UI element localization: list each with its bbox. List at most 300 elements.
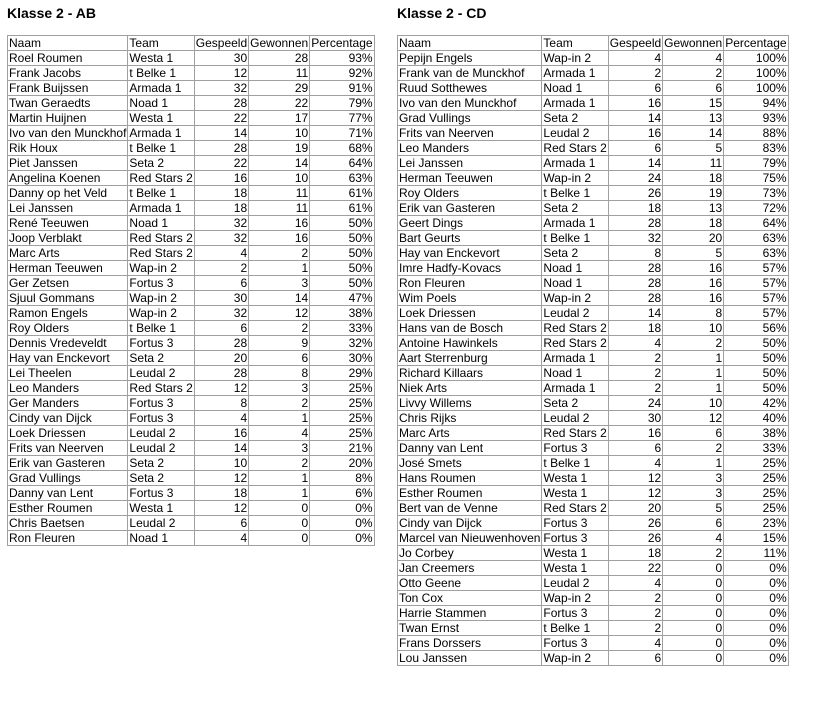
table-row: [8, 141, 375, 156]
table-row: [8, 336, 375, 351]
cell-gespeeld: 22: [608, 561, 662, 576]
table-row: [8, 516, 375, 531]
table-row: [398, 621, 789, 636]
header-col-team: Team: [128, 36, 194, 51]
cell-team: Armada 1: [128, 126, 194, 141]
cell-percentage: 71%: [310, 126, 374, 141]
cell-percentage: 25%: [310, 426, 374, 441]
cell-gespeeld: 18: [608, 321, 662, 336]
cell-naam: Frits van Neerven: [8, 441, 128, 456]
cell-gewonnen: 11: [249, 186, 310, 201]
cell-naam: Ton Cox: [398, 591, 542, 606]
cell-gespeeld: 8: [194, 396, 248, 411]
table-row: [8, 231, 375, 246]
cell-gewonnen: 11: [663, 156, 724, 171]
cell-team: Leudal 2: [128, 516, 194, 531]
cell-team: t Belke 1: [542, 231, 608, 246]
cell-gewonnen: 3: [663, 471, 724, 486]
cell-team: Armada 1: [542, 156, 608, 171]
cell-team: Seta 2: [128, 456, 194, 471]
table-row: [398, 336, 789, 351]
table-row: [398, 426, 789, 441]
cell-percentage: 0%: [724, 576, 788, 591]
cell-percentage: 50%: [724, 336, 788, 351]
cell-gespeeld: 6: [194, 321, 248, 336]
table-row: [8, 246, 375, 261]
table-row: [8, 471, 375, 486]
cell-percentage: 0%: [724, 651, 788, 666]
cell-percentage: 63%: [724, 231, 788, 246]
table-row: [8, 291, 375, 306]
cell-team: Noad 1: [128, 96, 194, 111]
cell-team: Armada 1: [128, 201, 194, 216]
table-row: [398, 276, 789, 291]
table-row: [398, 381, 789, 396]
cell-gewonnen: 10: [249, 126, 310, 141]
cell-team: Armada 1: [542, 216, 608, 231]
cell-gespeeld: 32: [194, 306, 248, 321]
cell-naam: Ron Fleuren: [8, 531, 128, 546]
cell-team: Westa 1: [542, 546, 608, 561]
header-col-naam: Naam: [398, 36, 542, 51]
table-row: [8, 441, 375, 456]
cell-naam: Lei Janssen: [398, 156, 542, 171]
cell-gewonnen: 16: [663, 261, 724, 276]
cell-team: Fortus 3: [542, 531, 608, 546]
table-header-row: [8, 36, 375, 51]
cell-percentage: 50%: [724, 351, 788, 366]
cell-percentage: 0%: [724, 591, 788, 606]
table-row: [8, 456, 375, 471]
cell-gespeeld: 28: [608, 291, 662, 306]
table-row: [398, 171, 789, 186]
cell-gespeeld: 28: [194, 141, 248, 156]
cell-team: t Belke 1: [542, 186, 608, 201]
cell-naam: Frank Buijssen: [8, 81, 128, 96]
cell-team: Westa 1: [128, 51, 194, 66]
cell-team: t Belke 1: [542, 456, 608, 471]
cell-gespeeld: 4: [608, 636, 662, 651]
table-row: [398, 51, 789, 66]
cell-gespeeld: 22: [194, 156, 248, 171]
cell-gespeeld: 14: [194, 441, 248, 456]
table-row: [8, 381, 375, 396]
cell-percentage: 92%: [310, 66, 374, 81]
table-row: [8, 81, 375, 96]
cell-gespeeld: 28: [194, 366, 248, 381]
cell-percentage: 57%: [724, 261, 788, 276]
cell-team: Westa 1: [128, 111, 194, 126]
cell-gespeeld: 16: [194, 426, 248, 441]
table-row: [8, 321, 375, 336]
cell-naam: Hay van Enckevort: [8, 351, 128, 366]
cell-team: Noad 1: [542, 81, 608, 96]
cell-gewonnen: 20: [663, 231, 724, 246]
cell-gespeeld: 2: [608, 66, 662, 81]
cell-gewonnen: 19: [663, 186, 724, 201]
cell-gewonnen: 3: [249, 276, 310, 291]
cell-percentage: 63%: [310, 171, 374, 186]
cell-gewonnen: 2: [249, 456, 310, 471]
cell-gewonnen: 4: [663, 51, 724, 66]
table-row: [8, 66, 375, 81]
cell-gespeeld: 18: [194, 201, 248, 216]
cell-gespeeld: 28: [608, 216, 662, 231]
table-row: [8, 396, 375, 411]
cell-team: Wap-in 2: [542, 51, 608, 66]
cell-gewonnen: 0: [663, 651, 724, 666]
cell-naam: Marcel van Nieuwenhoven: [399, 531, 541, 545]
cell-naam: Hay van Enckevort: [398, 246, 542, 261]
cell-team: Wap-in 2: [128, 261, 194, 276]
cell-naam: Ruud Sotthewes: [398, 81, 542, 96]
cell-naam: Angelina Koenen: [8, 171, 128, 186]
cell-naam: Ron Fleuren: [398, 276, 542, 291]
cell-gespeeld: 28: [608, 261, 662, 276]
cell-team: Wap-in 2: [128, 291, 194, 306]
table-row: [398, 516, 789, 531]
cell-gewonnen: 1: [249, 411, 310, 426]
cell-percentage: 23%: [724, 516, 788, 531]
klasse-ab-title: Klasse 2 - AB: [7, 5, 96, 21]
cell-gewonnen: 3: [249, 381, 310, 396]
cell-team: Armada 1: [542, 66, 608, 81]
cell-gespeeld: 32: [194, 231, 248, 246]
cell-gewonnen: 0: [249, 531, 310, 546]
cell-team: Noad 1: [542, 261, 608, 276]
cell-percentage: 25%: [724, 456, 788, 471]
cell-gespeeld: 32: [194, 216, 248, 231]
cell-percentage: 50%: [724, 381, 788, 396]
table-row: [8, 276, 375, 291]
cell-naam: Jo Corbey: [398, 546, 542, 561]
cell-team: Fortus 3: [128, 276, 194, 291]
cell-team: t Belke 1: [542, 621, 608, 636]
cell-naam: Leo Manders: [8, 381, 128, 396]
cell-gespeeld: 6: [608, 651, 662, 666]
cell-naam: Ramon Engels: [8, 306, 128, 321]
cell-gespeeld: 22: [194, 111, 248, 126]
cell-percentage: 20%: [310, 456, 374, 471]
cell-percentage: 47%: [310, 291, 374, 306]
table-row: [398, 351, 789, 366]
cell-percentage: 0%: [310, 531, 374, 546]
cell-naam: Joop Verblakt: [8, 231, 128, 246]
cell-percentage: 38%: [310, 306, 374, 321]
cell-team: Red Stars 2: [129, 171, 193, 185]
cell-gewonnen: 1: [249, 261, 310, 276]
cell-gewonnen: 1: [249, 486, 310, 501]
cell-gewonnen: 18: [663, 216, 724, 231]
cell-percentage: 50%: [310, 261, 374, 276]
cell-naam: Erik van Gasteren: [8, 456, 128, 471]
cell-naam: Esther Roumen: [398, 486, 542, 501]
cell-percentage: 0%: [310, 516, 374, 531]
cell-team: Noad 1: [128, 531, 194, 546]
cell-gespeeld: 4: [194, 246, 248, 261]
cell-team: Fortus 3: [128, 396, 194, 411]
cell-gewonnen: 13: [663, 201, 724, 216]
cell-naam: Herman Teeuwen: [398, 171, 542, 186]
table-row: [398, 291, 789, 306]
cell-naam: Otto Geene: [398, 576, 542, 591]
table-row: [8, 51, 375, 66]
cell-gewonnen: 1: [663, 351, 724, 366]
cell-gewonnen: 15: [663, 96, 724, 111]
cell-percentage: 0%: [724, 606, 788, 621]
cell-gespeeld: 26: [608, 186, 662, 201]
cell-naam: Roy Olders: [398, 186, 542, 201]
cell-naam: Loek Driessen: [8, 426, 128, 441]
cell-percentage: 0%: [310, 501, 374, 516]
cell-gewonnen: 2: [663, 66, 724, 81]
cell-team: Red Stars 2: [129, 231, 193, 245]
table-row: [398, 201, 789, 216]
cell-gespeeld: 28: [608, 276, 662, 291]
cell-team: Fortus 3: [542, 606, 608, 621]
cell-naam: Dennis Vredeveldt: [8, 336, 128, 351]
cell-gewonnen: 10: [663, 396, 724, 411]
table-row: [398, 261, 789, 276]
cell-gespeeld: 18: [194, 486, 248, 501]
table-row: [398, 411, 789, 426]
table-row: [398, 561, 789, 576]
cell-naam: Ivo van den Munckhof: [9, 126, 127, 140]
cell-naam: Wim Poels: [398, 291, 542, 306]
table-row: [398, 471, 789, 486]
cell-naam: Harrie Stammen: [398, 606, 542, 621]
cell-gewonnen: 1: [663, 366, 724, 381]
cell-team: Wap-in 2: [128, 306, 194, 321]
cell-gewonnen: 14: [249, 291, 310, 306]
cell-naam: Frans Dorssers: [398, 636, 542, 651]
cell-gewonnen: 13: [663, 111, 724, 126]
cell-gewonnen: 10: [663, 321, 724, 336]
cell-gewonnen: 14: [663, 126, 724, 141]
table-row: [398, 531, 789, 546]
cell-team: Leudal 2: [128, 441, 194, 456]
cell-gespeeld: 24: [608, 396, 662, 411]
cell-team: Red Stars 2: [543, 336, 607, 350]
table-row: [8, 531, 375, 546]
cell-percentage: 25%: [310, 381, 374, 396]
cell-naam: Twan Geraedts: [8, 96, 128, 111]
cell-gespeeld: 18: [608, 546, 662, 561]
cell-team: t Belke 1: [128, 141, 194, 156]
cell-gespeeld: 12: [194, 471, 248, 486]
table-row: [398, 636, 789, 651]
cell-gespeeld: 16: [608, 426, 662, 441]
cell-team: Leudal 2: [542, 306, 608, 321]
cell-naam: Grad Vullings: [398, 111, 542, 126]
cell-naam: Lei Theelen: [8, 366, 128, 381]
cell-gespeeld: 18: [608, 201, 662, 216]
cell-team: Red Stars 2: [543, 501, 607, 515]
cell-percentage: 77%: [310, 111, 374, 126]
cell-percentage: 29%: [310, 366, 374, 381]
cell-gespeeld: 20: [608, 501, 662, 516]
cell-percentage: 73%: [724, 186, 788, 201]
cell-naam: Frits van Neerven: [398, 126, 542, 141]
cell-team: Wap-in 2: [542, 171, 608, 186]
cell-gewonnen: 28: [249, 51, 310, 66]
cell-team: Leudal 2: [128, 366, 194, 381]
cell-team: Westa 1: [128, 501, 194, 516]
cell-gespeeld: 32: [608, 231, 662, 246]
cell-percentage: 63%: [724, 246, 788, 261]
table-row: [398, 486, 789, 501]
cell-gespeeld: 2: [608, 351, 662, 366]
cell-gespeeld: 6: [608, 441, 662, 456]
table-row: [8, 171, 375, 186]
cell-naam: Ger Zetsen: [8, 276, 128, 291]
table-row: [8, 486, 375, 501]
cell-gewonnen: 2: [249, 321, 310, 336]
cell-team: Seta 2: [542, 111, 608, 126]
table-row: [8, 426, 375, 441]
cell-percentage: 94%: [724, 96, 788, 111]
cell-percentage: 93%: [310, 51, 374, 66]
cell-gespeeld: 16: [194, 171, 248, 186]
cell-percentage: 72%: [724, 201, 788, 216]
cell-team: Red Stars 2: [543, 141, 607, 155]
cell-naam: Bart Geurts: [398, 231, 542, 246]
cell-gewonnen: 0: [663, 561, 724, 576]
cell-gewonnen: 4: [663, 531, 724, 546]
cell-team: Seta 2: [128, 351, 194, 366]
table-row: [398, 546, 789, 561]
cell-gespeeld: 14: [608, 156, 662, 171]
table-row: [398, 591, 789, 606]
cell-percentage: 33%: [724, 441, 788, 456]
header-col-gespeeld: Gespeeld: [195, 36, 248, 50]
header-col-gewonnen: Gewonnen: [250, 36, 309, 50]
cell-gespeeld: 24: [608, 171, 662, 186]
cell-naam: Cindy van Dijck: [398, 516, 542, 531]
cell-naam: Danny van Lent: [398, 441, 542, 456]
cell-gewonnen: 0: [663, 621, 724, 636]
cell-gespeeld: 30: [608, 411, 662, 426]
cell-naam: Aart Sterrenburg: [398, 351, 542, 366]
cell-team: Westa 1: [542, 561, 608, 576]
cell-gewonnen: 0: [249, 501, 310, 516]
klasse-ab-table: [7, 35, 375, 546]
cell-naam: Richard Killaars: [398, 366, 542, 381]
cell-team: Noad 1: [542, 366, 608, 381]
cell-gespeeld: 20: [194, 351, 248, 366]
cell-gespeeld: 26: [608, 516, 662, 531]
cell-gespeeld: 12: [608, 471, 662, 486]
cell-naam: Loek Driessen: [398, 306, 542, 321]
cell-naam: José Smets: [398, 456, 542, 471]
cell-gespeeld: 2: [608, 591, 662, 606]
cell-naam: Rik Houx: [8, 141, 128, 156]
cell-gewonnen: 14: [249, 156, 310, 171]
cell-gewonnen: 8: [663, 306, 724, 321]
table-row: [8, 186, 375, 201]
cell-percentage: 57%: [724, 291, 788, 306]
cell-team: Red Stars 2: [543, 321, 607, 335]
cell-naam: Lou Janssen: [398, 651, 542, 666]
cell-gespeeld: 4: [608, 576, 662, 591]
cell-team: Noad 1: [542, 276, 608, 291]
cell-gewonnen: 16: [249, 231, 310, 246]
cell-team: Fortus 3: [542, 441, 608, 456]
cell-naam: Antoine Hawinkels: [398, 336, 542, 351]
table-row: [398, 186, 789, 201]
cell-gespeeld: 6: [608, 141, 662, 156]
cell-team: Wap-in 2: [542, 651, 608, 666]
cell-gewonnen: 0: [249, 516, 310, 531]
table-row: [398, 501, 789, 516]
cell-gespeeld: 26: [608, 531, 662, 546]
cell-gewonnen: 0: [663, 591, 724, 606]
header-col-naam: Naam: [8, 36, 128, 51]
cell-team: t Belke 1: [128, 66, 194, 81]
table-row: [398, 231, 789, 246]
cell-gespeeld: 4: [194, 411, 248, 426]
cell-percentage: 61%: [310, 186, 374, 201]
cell-gespeeld: 30: [194, 51, 248, 66]
cell-gewonnen: 2: [663, 441, 724, 456]
table-header-row: [398, 36, 789, 51]
cell-team: Fortus 3: [542, 636, 608, 651]
cell-naam: Marc Arts: [398, 426, 542, 441]
cell-naam: Ger Manders: [8, 396, 128, 411]
table-row: [398, 96, 789, 111]
table-row: [398, 111, 789, 126]
cell-gewonnen: 2: [249, 396, 310, 411]
cell-team: Armada 1: [542, 96, 608, 111]
cell-gewonnen: 5: [663, 246, 724, 261]
table-row: [398, 651, 789, 666]
cell-percentage: 6%: [310, 486, 374, 501]
cell-team: Fortus 3: [542, 516, 608, 531]
table-row: [398, 81, 789, 96]
cell-gewonnen: 29: [249, 81, 310, 96]
table-row: [398, 396, 789, 411]
cell-gewonnen: 6: [663, 426, 724, 441]
cell-gewonnen: 0: [663, 576, 724, 591]
table-row: [398, 141, 789, 156]
cell-percentage: 8%: [310, 471, 374, 486]
cell-percentage: 56%: [724, 321, 788, 336]
cell-gewonnen: 5: [663, 141, 724, 156]
cell-naam: Chris Rijks: [398, 411, 542, 426]
cell-gespeeld: 18: [194, 186, 248, 201]
cell-percentage: 64%: [724, 216, 788, 231]
cell-percentage: 30%: [310, 351, 374, 366]
cell-gewonnen: 11: [249, 201, 310, 216]
cell-gewonnen: 19: [249, 141, 310, 156]
cell-gewonnen: 16: [663, 276, 724, 291]
cell-gewonnen: 0: [663, 636, 724, 651]
cell-team: Leudal 2: [542, 576, 608, 591]
cell-naam: René Teeuwen: [8, 216, 128, 231]
cell-percentage: 25%: [310, 411, 374, 426]
cell-percentage: 21%: [310, 441, 374, 456]
table-row: [398, 126, 789, 141]
cell-gewonnen: 18: [663, 171, 724, 186]
cell-naam: Livvy Willems: [398, 396, 542, 411]
cell-naam: Esther Roumen: [8, 501, 128, 516]
table-row: [8, 411, 375, 426]
cell-team: Westa 1: [542, 471, 608, 486]
cell-naam: Hans Roumen: [398, 471, 542, 486]
cell-naam: Lei Janssen: [8, 201, 128, 216]
cell-percentage: 57%: [724, 306, 788, 321]
header-col-percentage: Percentage: [725, 36, 787, 50]
